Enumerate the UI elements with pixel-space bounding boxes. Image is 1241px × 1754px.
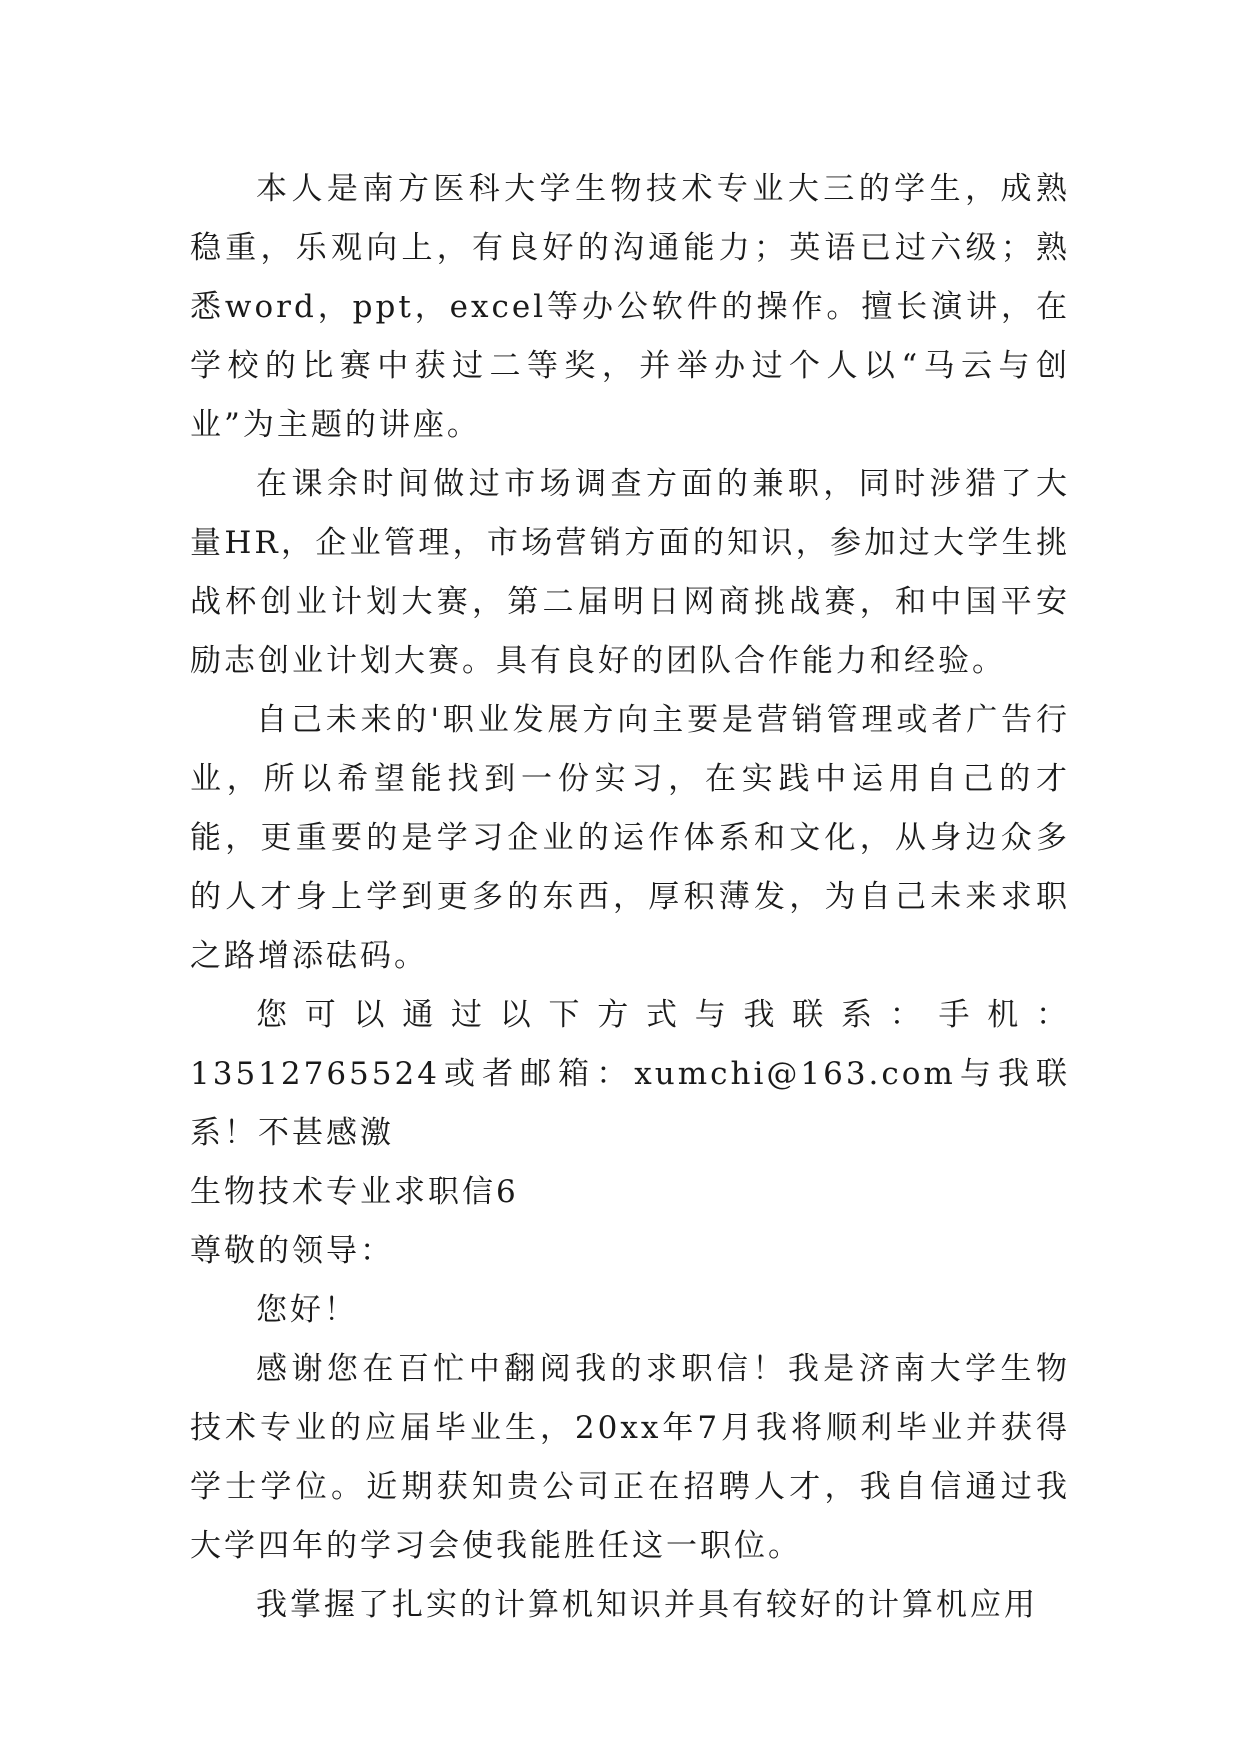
greeting: 您好！: [256, 1292, 358, 1328]
document-body: [190, 160, 1070, 1635]
paragraph-experience: 在课余时间做过市场调查方面的兼职，同时涉猎了大量HR，企业管理，市场营销方面的知识，参加过大学生挑战杯创业计划大赛，第二届明日网商挑战赛，和中国平安励志创业计划大赛。具有良好的团队合作能力和经验。: [190, 466, 1070, 679]
paragraph-career-goal: 自己未来的'职业发展方向主要是营销管理或者广告行业，所以希望能找到一份实习，在实践中运用自己的才能，更重要的是学习企业的运作体系和文化，从身边众多的人才身上学到更多的东西，厚积薄发，为自己未来求职之路增添砝码。: [190, 702, 1070, 974]
paragraph-self-introduction: 本人是南方医科大学生物技术专业大三的学生，成熟稳重，乐观向上，有良好的沟通能力；英语已过六级；熟悉word，ppt，excel等办公软件的操作。擅长演讲，在学校的比赛中获过二等奖，并举办过个人以“马云与创业”为主题的讲座。: [190, 171, 1070, 443]
paragraph-skills: 我掌握了扎实的计算机知识并具有较好的计算机应用: [256, 1587, 1038, 1623]
paragraph-introduction: 感谢您在百忙中翻阅我的求职信！我是济南大学生物技术专业的应届毕业生，20xx年7月我将顺利毕业并获得学士学位。近期获知贵公司正在招聘人才，我自信通过我大学四年的学习会使我能胜任这一职位。: [190, 1351, 1070, 1564]
salutation: 尊敬的领导：: [190, 1233, 394, 1269]
section-title: 生物技术专业求职信6: [190, 1174, 519, 1210]
paragraph-contact-info: 您可以通过以下方式与我联系：手机：13512765524或者邮箱：xumchi@163.com与我联系！不甚感激: [190, 997, 1070, 1151]
